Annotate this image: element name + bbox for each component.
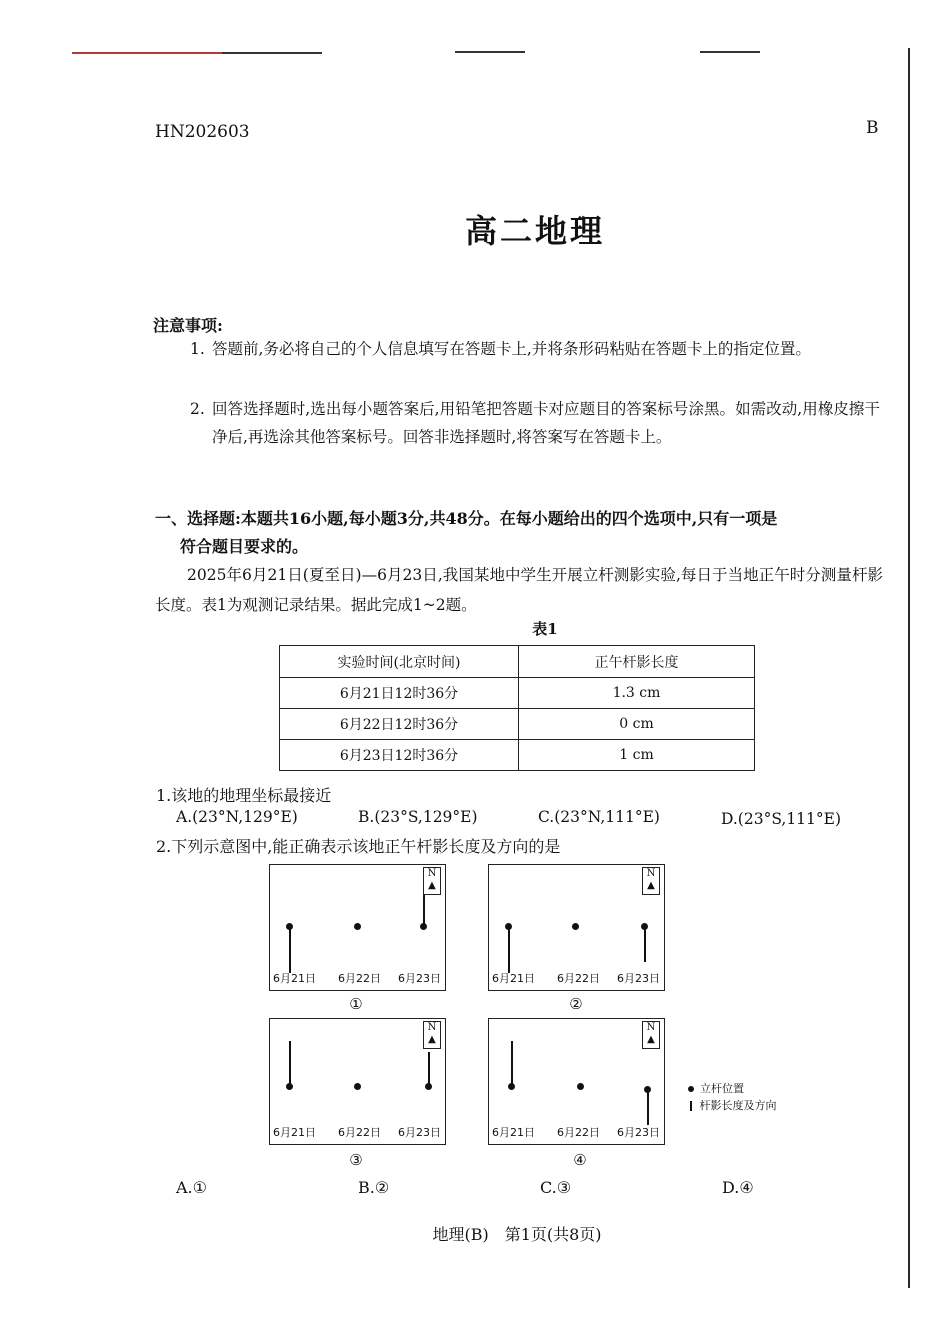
shadow-line [289,1041,291,1087]
section-heading-line1: 一、选择题:本题共16小题,每小题3分,共48分。在每小题给出的四个选项中,只有一项是 [155,509,778,528]
paper-version: B [866,118,879,138]
section-heading-line2: 符合题目要求的。 [180,537,309,556]
table-header: 实验时间(北京时间) [280,646,519,678]
panel-label: ③ [349,1151,363,1169]
note-item [190,395,880,451]
table-title: 表1 [532,620,558,638]
top-rule [455,51,525,53]
pole-dot [420,923,427,930]
legend-item-shadow [688,1097,777,1114]
shadow-line [647,1089,649,1125]
pole-dot [354,1083,361,1090]
top-rule [700,51,760,53]
question-1-stem: 1.该地的地理坐标最接近 [156,786,332,805]
date-label: 6月22日 [338,1126,381,1139]
legend-label: 杆影长度及方向 [699,1099,777,1112]
diagram-legend [688,1080,777,1114]
table-cell-length: 0 cm [519,709,755,740]
panel-label: ④ [573,1151,587,1169]
table-cell-length: 1 cm [519,740,755,771]
shadow-line [423,895,425,926]
q1-option-c: C.(23°N,111°E) [538,808,660,826]
pole-dot [354,923,361,930]
q2-option-b: B.② [358,1178,390,1197]
q2-option-a: A.① [176,1178,207,1197]
table-cell-time: 6月23日12时36分 [280,740,519,771]
legend-label: 立杆位置 [700,1082,744,1095]
date-label: 6月21日 [492,972,535,985]
diagram-panel-3 [269,1018,446,1145]
date-label: 6月21日 [492,1126,535,1139]
note-number: 1. [190,340,205,358]
pole-dot-icon [688,1086,694,1092]
north-arrow-icon: N ▲ [423,867,441,895]
page-footer: 地理(B) 第1页(共8页) [432,1225,602,1244]
notes-heading: 注意事项: [153,316,223,335]
pole-dot [505,923,512,930]
shadow-line [289,926,291,973]
shadow-line [428,1052,430,1087]
date-label: 6月23日 [617,972,660,985]
pole-dot [508,1083,515,1090]
q1-option-b: B.(23°S,129°E) [358,808,478,826]
q2-option-c: C.③ [540,1178,572,1197]
shadow-line-icon [690,1101,692,1111]
legend-item-pole [688,1080,777,1097]
page-title: 高二地理 [464,212,605,250]
table-row [280,709,755,740]
north-arrow-icon: N ▲ [642,867,660,895]
pole-dot [644,1086,651,1093]
question-intro: 2025年6月21日(夏至日)—6月23日,我国某地中学生开展立杆测影实验,每日于当地正午时分测量杆影长度。表1为观测记录结果。据此完成1~2题。 [155,566,883,614]
pole-dot [286,1083,293,1090]
exam-code: HN202603 [155,122,250,142]
section-heading [155,505,883,561]
top-rule-red [72,52,222,54]
date-label: 6月22日 [338,972,381,985]
table-cell-time: 6月22日12时36分 [280,709,519,740]
pole-dot [577,1083,584,1090]
pole-dot [286,923,293,930]
note-text: 答题前,务必将自己的个人信息填写在答题卡上,并将条形码粘贴在答题卡上的指定位置。 [212,340,811,358]
table-row [280,740,755,771]
date-label: 6月21日 [273,1126,316,1139]
diagram-panel-1 [269,864,446,991]
q1-option-d: D.(23°S,111°E) [721,810,842,828]
q2-option-d: D.④ [722,1178,754,1197]
diagram-panel-4 [488,1018,665,1145]
note-text: 回答选择题时,选出每小题答案后,用铅笔把答题卡对应题目的答案标号涂黑。如需改动,用橡皮擦干净后,再选涂其他答案标号。回答非选择题时,将答案写在答题卡上。 [212,400,880,446]
shadow-line [508,926,510,973]
date-label: 6月23日 [398,1126,441,1139]
date-label: 6月23日 [617,1126,660,1139]
table-header: 正午杆影长度 [519,646,755,678]
date-label: 6月23日 [398,972,441,985]
table-row [280,678,755,709]
diagram-panel-2 [488,864,665,991]
table-cell-time: 6月21日12时36分 [280,678,519,709]
pole-dot [641,923,648,930]
shadow-line [644,926,646,962]
pole-dot [572,923,579,930]
date-label: 6月22日 [557,1126,600,1139]
note-item [190,335,880,363]
top-rule [222,52,322,54]
question-2-stem: 2.下列示意图中,能正确表示该地正午杆影长度及方向的是 [156,837,561,856]
pole-dot [425,1083,432,1090]
observation-table [279,645,755,771]
date-label: 6月21日 [273,972,316,985]
table-header-row [280,646,755,678]
north-arrow-icon: N ▲ [423,1021,441,1049]
panel-label: ① [349,995,363,1013]
date-label: 6月22日 [557,972,600,985]
shadow-line [511,1041,513,1087]
table-cell-length: 1.3 cm [519,678,755,709]
note-number: 2. [190,400,205,418]
north-arrow-icon: N ▲ [642,1021,660,1049]
q1-option-a: A.(23°N,129°E) [176,808,298,826]
panel-label: ② [569,995,583,1013]
